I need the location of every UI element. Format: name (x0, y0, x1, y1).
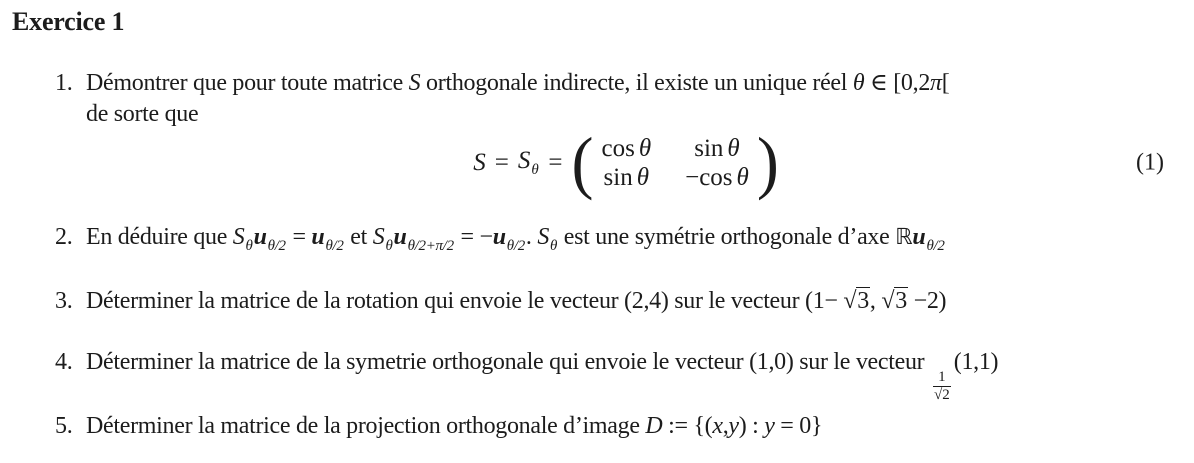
subscript-theta: θ (245, 238, 253, 254)
item-number: 4. (55, 349, 73, 375)
subscript-theta-half: θ/2 (926, 238, 945, 254)
fraction-denominator (933, 386, 951, 404)
text-segment: −2) (907, 288, 947, 314)
math-var-S: S (408, 70, 421, 96)
math-var-y: y (764, 413, 775, 439)
text-segment: En déduire que (86, 224, 233, 250)
fraction-one-over-sqrt2 (933, 369, 951, 404)
subscript-theta-half: θ/2 (267, 238, 286, 254)
exercise-title: Exercice 1 (12, 7, 125, 36)
item-text (86, 349, 998, 404)
item-number: 2. (55, 224, 73, 250)
text-segment: ) : (738, 413, 765, 439)
radicand: 3 (857, 288, 869, 314)
cos-function: cos (699, 164, 733, 191)
math-var-u: u (912, 224, 926, 250)
text-segment: [ (941, 70, 950, 96)
math-var-u: u (393, 224, 407, 250)
right-parenthesis: ) (756, 123, 779, 202)
math-var-theta: θ (727, 135, 740, 162)
subscript-theta-half: θ/2 (506, 238, 525, 254)
math-var-theta: θ (852, 70, 865, 96)
math-var-S: S (372, 224, 385, 250)
equation-tag: (1) (1136, 149, 1164, 176)
radical-sign: √ (843, 288, 857, 314)
text-segment: et (344, 224, 373, 250)
item-text (86, 224, 946, 255)
equals-sign: = (286, 224, 312, 250)
text-segment: Déterminer la matrice de la projection orthogonale d’image (86, 413, 646, 439)
item-text (86, 288, 946, 315)
radical-sign: √ (881, 288, 895, 314)
blackboard-R: ℝ (895, 225, 913, 250)
math-var-theta: θ (736, 164, 749, 191)
text-segment: (1,1) (953, 349, 999, 375)
math-var-S-theta (518, 147, 540, 179)
text-segment: , (869, 288, 882, 314)
math-var-D: D (645, 413, 663, 439)
math-var-y: y (728, 413, 739, 439)
matrix-cell-11 (601, 134, 651, 163)
left-parenthesis: ( (571, 123, 594, 202)
matrix-2x2 (601, 134, 748, 192)
subscript-theta: θ (531, 162, 539, 178)
list-item-4 (55, 349, 998, 404)
sin-function: sin (603, 164, 633, 191)
math-var-theta: θ (636, 164, 650, 191)
fraction-numerator: 1 (938, 369, 946, 385)
math-var-theta: θ (638, 135, 652, 162)
text-segment: est une symétrie orthogonale d’axe (558, 224, 896, 250)
sin-function: sin (694, 135, 724, 162)
text-segment: Déterminer la matrice de la rotation qui envoie le vecteur (2,4) sur le vecteur (1− (86, 288, 844, 314)
math-var-u: u (311, 224, 325, 250)
text-segment: ∈ [0,2 (864, 70, 931, 96)
list-item-2 (55, 224, 946, 255)
list-item-5 (55, 413, 822, 440)
text-segment: Démontrer que pour toute matrice (86, 70, 409, 96)
text-segment: := {( (662, 413, 713, 439)
sqrt-3 (843, 287, 870, 314)
item-text (86, 68, 1194, 130)
text-segment: , (722, 413, 729, 439)
text-segment: = 0} (774, 413, 823, 439)
math-var-S: S (517, 147, 531, 174)
subscript-theta: θ (550, 238, 558, 254)
equals-minus-sign: = − (454, 224, 493, 250)
item-number: 3. (55, 288, 73, 314)
list-item-3 (55, 288, 946, 315)
item-text (86, 413, 822, 440)
matrix-cell-12 (685, 134, 749, 163)
radicand: 3 (895, 288, 907, 314)
matrix-cell-22 (685, 163, 749, 192)
matrix-cell-21 (601, 163, 651, 192)
display-equation (0, 123, 1194, 202)
math-var-u: u (492, 224, 506, 250)
math-var-S: S (473, 149, 486, 176)
math-var-S: S (537, 224, 550, 250)
radical-sign: √ (934, 386, 943, 403)
text-segment: orthogonale indirecte, il existe un unique réel (420, 70, 853, 96)
subscript-theta-half: θ/2 (325, 238, 344, 254)
text-segment: Déterminer la matrice de la symetrie orthogonale qui envoie le vecteur (1,0) sur le vecteur (86, 349, 931, 375)
subscript-theta-half-plus-pi-half: θ/2+π/2 (407, 238, 454, 254)
cos-function: cos (601, 135, 635, 162)
list-item-1 (55, 68, 1194, 130)
math-var-S: S (232, 224, 245, 250)
minus-sign: − (685, 164, 700, 191)
radicand: 2 (942, 386, 950, 403)
item-number: 5. (55, 413, 73, 439)
item-text-line2: de sorte que (86, 101, 199, 127)
math-var-x: x (712, 413, 723, 439)
subscript-theta: θ (385, 238, 393, 254)
math-var-u: u (253, 224, 267, 250)
math-var-pi: π (930, 70, 942, 96)
item-number: 1. (55, 70, 73, 96)
equals-sign: = (548, 149, 563, 176)
sqrt-3 (881, 287, 908, 314)
equals-sign: = (494, 149, 509, 176)
text-segment: . (525, 224, 538, 250)
